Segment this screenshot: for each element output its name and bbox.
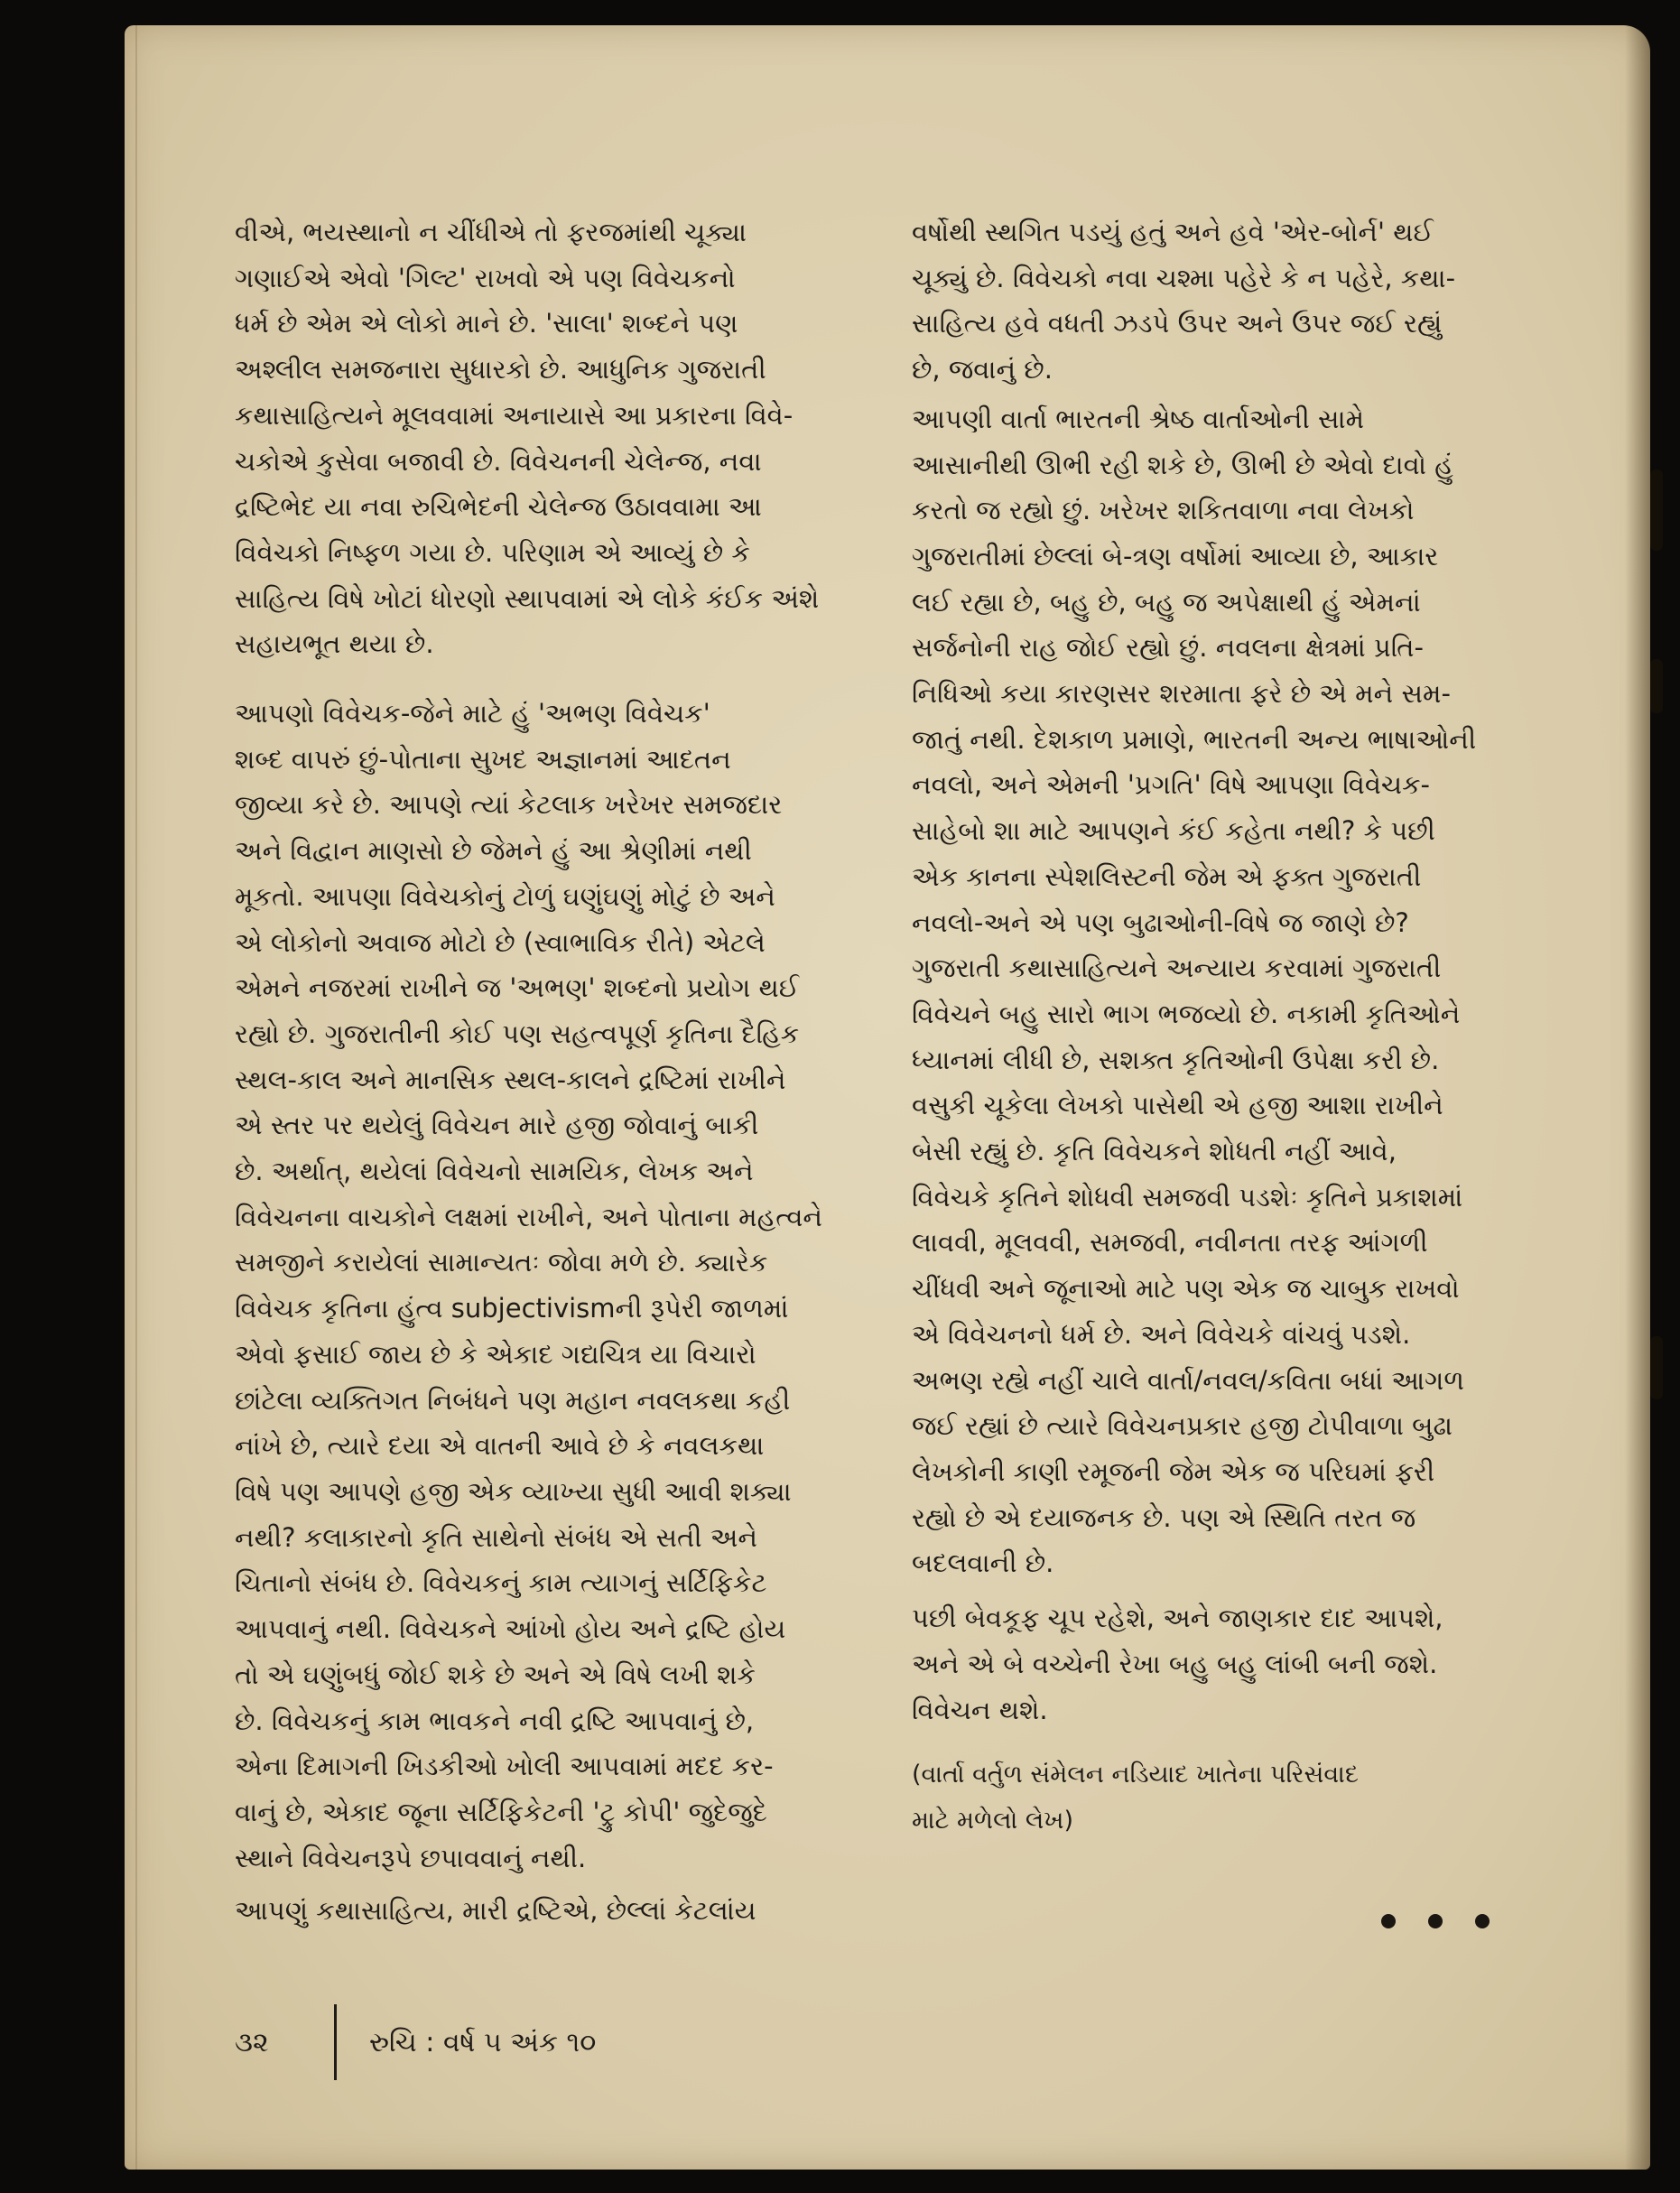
text-line: અશ્લીલ સમજનારા સુધારકો છે. આધુનિક ગુજરાતી — [235, 354, 766, 386]
text-line: નિધિઓ કયા કારણસર શરમાતા ફરે છે એ મને સમ- — [912, 678, 1451, 710]
text-line: આસાનીથી ઊભી રહી શકે છે, ઊભી છે એવો દાવો હું — [912, 449, 1453, 480]
text-line: નવલો-અને એ પણ બુઢાઓની-વિષે જ જાણે છે? — [912, 906, 1409, 938]
text-line: એમને નજરમાં રાખીને જ 'અભણ' શબ્દનો પ્રયોગ થઈ — [235, 972, 800, 1004]
right-column — [912, 209, 1544, 1845]
text-line: લાવવી, મૂલવવી, સમજવી, નવીનતા તરફ આંગળી — [912, 1227, 1428, 1259]
text-line: શબ્દ વાપરું છું-પોતાના સુખદ અજ્ઞાનમાં આદતન — [235, 743, 731, 775]
text-line: વિવેચકો નિષ્ફળ ગયા છે. પરિણામ એ આવ્યું છે કે — [235, 536, 750, 568]
right-paragraph-1 — [912, 209, 1544, 393]
text-line: નવલો, અને એમની 'પ્રગતિ' વિષે આપણા વિવેચક- — [912, 769, 1431, 801]
right-paragraph-2 — [912, 396, 1544, 945]
text-line: વિવેચન થશે. — [912, 1694, 1048, 1725]
left-column — [235, 209, 873, 1934]
text-line: ચીંધવી અને જૂનાઓ માટે પણ એક જ ચાબુક રાખવો — [912, 1273, 1460, 1305]
right-paragraph-3 — [912, 945, 1544, 1586]
text-line: પછી બેવકૂફ ચૂપ રહેશે, અને જાણકાર દાદ આપશે, — [912, 1603, 1443, 1634]
text-line: ધ્યાનમાં લીધી છે, સશક્ત કૃતિઓની ઉપેક્ષા કરી છે. — [912, 1044, 1440, 1075]
text-line: જાતું નથી. દેશકાળ પ્રમાણે, ભારતની અન્ય ભાષાઓની — [912, 723, 1477, 755]
text-line: લઈ રહ્યા છે, બહુ છે, બહુ જ અપેક્ષાથી હું એમનાં — [912, 586, 1421, 618]
text-line: જીવ્યા કરે છે. આપણે ત્યાં કેટલાક ખરેખર સમજદાર — [235, 789, 783, 821]
text-line: એક કાનના સ્પેશલિસ્ટની જેમ એ ફક્ત ગુજરાતી — [912, 860, 1422, 892]
page-number: ૩૨ — [235, 2026, 269, 2058]
text-line: ચકોએ કુસેવા બજાવી છે. વિવેચનની ચેલેન્જ, નવા — [235, 445, 762, 477]
text-line: જઈ રહ્યાં છે ત્યારે વિવેચનપ્રકાર હજી ટોપીવાળા બુઢા — [912, 1410, 1453, 1442]
left-paragraph-2 — [235, 691, 873, 1881]
text-line: આપણો વિવેચક-જેને માટે હું 'અભણ વિવેચક' — [235, 698, 710, 729]
text-line: અને વિદ્વાન માણસો છે જેમને હું આ શ્રેણીમાં નથી — [235, 835, 752, 867]
left-paragraph-3 — [235, 1888, 873, 1934]
text-line: તો એ ઘણુંબધું જોઈ શકે છે અને એ વિષે લખી શકે — [235, 1659, 756, 1690]
text-line: એના દિમાગની ખિડકીઓ ખોલી આપવામાં મદદ કર- — [235, 1751, 774, 1782]
text-line: ગુજરાતી કથાસાહિત્યને અન્યાય કરવામાં ગુજરાતી — [912, 952, 1442, 984]
text-line: વિવેચક કૃતિના હુંત્વ subjectivismની રૂપેરી જાળમાં — [235, 1293, 789, 1324]
journal-name: રુચિ : વર્ષ ૫ અંક ૧૦ — [369, 2026, 597, 2058]
text-line: સર્જનોની રાહ જોઈ રહ્યો છું. નવલના ક્ષેત્રમાં પ્રતિ- — [912, 632, 1425, 664]
text-line: વર્ષોથી સ્થગિત પડયું હતું અને હવે 'એર-બોર્ન' થઈ — [912, 217, 1434, 247]
text-line: એ સ્તર પર થયેલું વિવેચન મારે હજી જોવાનું બાકી — [235, 1110, 759, 1141]
footer-divider — [334, 2004, 337, 2080]
text-line: સહાયભૂત થયા છે. — [235, 628, 434, 660]
text-line: છે. અર્થાત્, થયેલાં વિવેચનો સામયિક, લેખક અને — [235, 1156, 754, 1187]
text-line: નથી? કલાકારનો કૃતિ સાથેનો સંબંધ એ સતી અને — [235, 1521, 757, 1553]
text-line: ગુજરાતીમાં છેલ્લાં બે-ત્રણ વર્ષોમાં આવ્યા છે, આકાર — [912, 540, 1439, 571]
text-line: અભણ રહ્યે નહીં ચાલે વાર્તા/નવલ/કવિતા બધાં આગળ — [912, 1364, 1464, 1396]
text-line: કથાસાહિત્યને મૂલવવામાં અનાયાસે આ પ્રકારના વિવે- — [235, 399, 794, 431]
text-line: વસુકી ચૂકેલા લેખકો પાસેથી એ હજી આશા રાખીને — [912, 1090, 1443, 1121]
text-line: રહ્યો છે એ દયાજનક છે. પણ એ સ્થિતિ તરત જ — [912, 1501, 1416, 1533]
left-paragraph-1 — [235, 209, 873, 667]
text-line: એવો ફસાઈ જાય છે કે એકાદ ગદ્યચિત્ર યા વિચારો — [235, 1338, 756, 1370]
text-line: રહ્યો છે. ગુજરાતીની કોઈ પણ સહત્વપૂર્ણ કૃતિના દૈહિક — [235, 1018, 800, 1049]
text-line: સાહિત્ય વિષે ખોટાં ધોરણો સ્થાપવામાં એ લોકે કંઈક અંશે — [235, 582, 820, 614]
text-line: આપણી વાર્તા ભારતની શ્રેષ્ઠ વાર્તાઓની સામે — [912, 403, 1365, 434]
text-line: છે. વિવેચકનું કામ ભાવકને નવી દ્રષ્ટિ આપવાનું છે, — [235, 1705, 755, 1736]
text-line: સમજીને કરાયેલાં સામાન્યતઃ જોવા મળે છે. ક્યારેક — [235, 1247, 768, 1278]
text-line: બદલવાની છે. — [912, 1547, 1054, 1579]
text-line: છાંટેલા વ્યક્તિગત નિબંધને પણ મહાન નવલકથા કહી — [235, 1384, 791, 1416]
text-line: વીએ, ભયસ્થાનો ન ચીંધીએ તો ફરજમાંથી ચૂક્યા — [235, 217, 747, 247]
right-paragraph-4 — [912, 1595, 1544, 1733]
text-line: ધર્મ છે એમ એ લોકો માને છે. 'સાલા' શબ્દને પણ — [235, 308, 738, 339]
text-line: આપણું કથાસાહિત્ય, મારી દ્રષ્ટિએ, છેલ્લાં કેટલાંય — [235, 1895, 756, 1927]
text-line: વિષે પણ આપણે હજી એક વ્યાખ્યા સુધી આવી શક્યા — [235, 1475, 792, 1507]
text-line: અને એ બે વચ્ચેની રેખા બહુ બહુ લાંબી બની જશે. — [912, 1648, 1438, 1679]
text-line: ચૂક્યું છે. વિવેચકો નવા ચશ્મા પહેરે કે ન પહેરે, કથા- — [912, 262, 1456, 293]
text-line: ગણાઈએ એવો 'ગિલ્ટ' રાખવો એ પણ વિવેચકનો — [235, 262, 736, 293]
text-line: બેસી રહ્યું છે. કૃતિ વિવેચકને શોધતી નહીં આવે, — [912, 1136, 1397, 1167]
text-line: વિવેચનના વાચકોને લક્ષમાં રાખીને, અને પોતાના મહત્વને — [235, 1201, 823, 1232]
end-mark — [1381, 1914, 1490, 1928]
text-line: દ્રષ્ટિભેદ યા નવા રુચિભેદની ચેલેન્જ ઉઠાવવામા આ — [235, 491, 762, 523]
end-dot — [1428, 1914, 1443, 1928]
binding-stain — [1650, 1336, 1663, 1399]
text-line: સ્થલ-કાલ અને માનસિક સ્થલ-કાલને દ્રષ્ટિમાં રાખીને — [235, 1064, 786, 1095]
text-line: એ વિવેચનનો ધર્મ છે. અને વિવેચકે વાંચવું પડશે. — [912, 1318, 1411, 1350]
text-line: કરતો જ રહ્યો છું. ખરેખર શકિતવાળા નવા લેખકો — [912, 495, 1415, 526]
text-line: વાનું છે, એકાદ જૂના સર્ટિફિકેટની 'ટ્રુ કોપી' જુદેજુદે — [235, 1796, 767, 1827]
text-line: વિવેચને બહુ સારો ભાગ ભજવ્યો છે. નકામી કૃતિઓને — [912, 998, 1461, 1029]
text-line: વિવેચકે કૃતિને શોધવી સમજવી પડશેઃ કૃતિને પ્રકાશમાં — [912, 1181, 1463, 1213]
text-line: આપવાનું નથી. વિવેચકને આંખો હોય અને દ્રષ્ટિ હોય — [235, 1613, 786, 1645]
binding-stain — [1650, 659, 1663, 713]
text-line: મૂકતો. આપણા વિવેચકોનું ટોળું ઘણુંઘણું મોટું છે અને — [235, 880, 775, 912]
text-line: લેખકોની કાણી રમૂજની જેમ એક જ પરિઘમાં ફરી — [912, 1455, 1435, 1487]
text-line: સાહેબો શા માટે આપણને કંઈ કહેતા નથી? કે પછી — [912, 815, 1435, 847]
text-line: માટે મળેલો લેખ) — [912, 1806, 1073, 1835]
text-line: (વાર્તા વર્તુળ સંમેલન નડિયાદ ખાતેના પરિસંવાદ — [912, 1761, 1359, 1789]
binding-stain — [1650, 469, 1663, 551]
end-dot — [1381, 1914, 1396, 1928]
end-dot — [1475, 1914, 1490, 1928]
text-line: છે, જવાનું છે. — [912, 354, 1053, 386]
page-footer — [235, 2004, 596, 2080]
text-line: સ્થાને વિવેચનરૂપે છપાવવાનું નથી. — [235, 1842, 587, 1873]
text-line: નાંખે છે, ત્યારે દયા એ વાતની આવે છે કે નવલકથા — [235, 1430, 765, 1462]
text-line: સાહિત્ય હવે વધતી ઝડપે ઉપર અને ઉપર જઈ રહ્યું — [912, 308, 1443, 339]
source-note — [912, 1752, 1544, 1844]
text-line: એ લોકોનો અવાજ મોટો છે (સ્વાભાવિક રીતે) એટલે — [235, 926, 766, 958]
text-line: ચિતાનો સંબંધ છે. વિવેચકનું કામ ત્યાગનું સર્ટિફિકેટ — [235, 1567, 767, 1599]
